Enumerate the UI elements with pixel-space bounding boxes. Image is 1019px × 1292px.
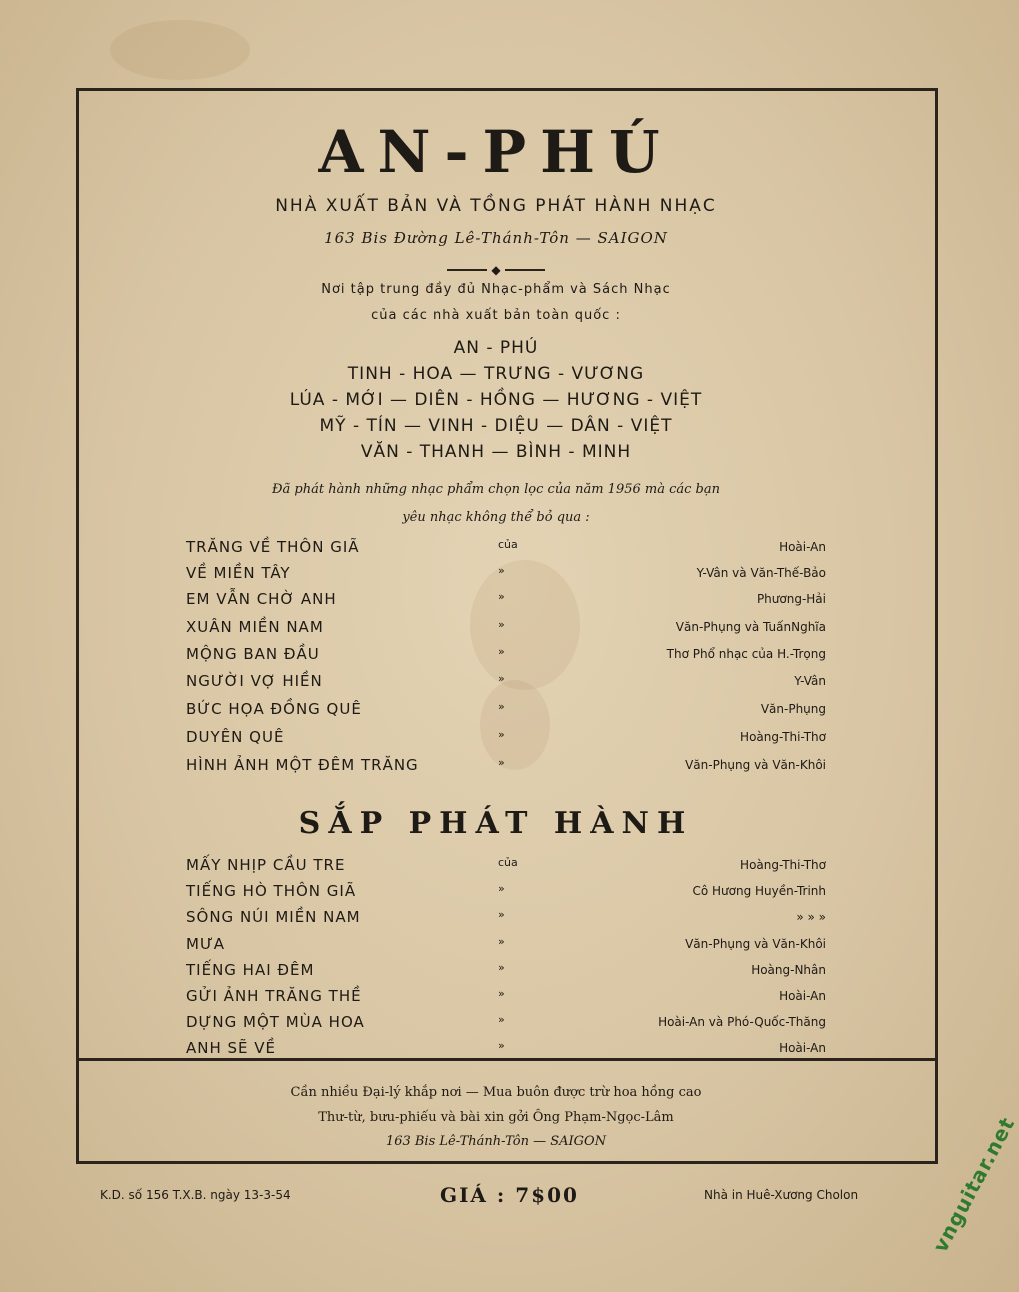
song-row bbox=[186, 564, 826, 588]
price: GIÁ : 7$00 bbox=[440, 1183, 579, 1207]
released-intro-2: yêu nhạc không thể bỏ qua : bbox=[402, 510, 590, 525]
song-of: » bbox=[498, 882, 505, 895]
footer-line-1: Cần nhiều Đại-lý khắp nơi — Mua buôn được trừ hoa hồng cao bbox=[290, 1085, 702, 1100]
intro-line-2: của các nhà xuất bản toàn quốc : bbox=[371, 308, 621, 323]
song-of: » bbox=[498, 645, 505, 658]
song-title: TIẾNG HAI ĐÊM bbox=[186, 961, 315, 979]
license-number: K.D. số 156 T.X.B. ngày 13-3-54 bbox=[100, 1188, 291, 1202]
song-of: của bbox=[498, 856, 518, 869]
publisher-line: AN - PHÚ bbox=[453, 338, 539, 358]
publisher-line: VĂN - THANH — BÌNH - MINH bbox=[360, 442, 632, 462]
upcoming-title: SẮP PHÁT HÀNH bbox=[298, 806, 694, 841]
publisher-line: LÚA - MỚI — DIÊN - HỒNG — HƯƠNG - VIỆT bbox=[289, 390, 703, 410]
publisher-line: MỸ - TÍN — VINH - DIỆU — DÂN - VIỆT bbox=[319, 416, 673, 436]
song-of: » bbox=[498, 756, 505, 769]
song-author: Văn-Phụng bbox=[760, 702, 826, 716]
song-author: » » » bbox=[796, 910, 826, 924]
song-title: GỬI ẢNH TRĂNG THỀ bbox=[186, 987, 362, 1005]
song-title: TRĂNG VỀ THÔN GIÃ bbox=[186, 538, 360, 556]
song-of: » bbox=[498, 728, 505, 741]
song-title: EM VẪN CHỜ ANH bbox=[186, 590, 337, 608]
footer-address: 163 Bis Lê-Thánh-Tôn — SAIGON bbox=[385, 1134, 607, 1149]
song-row bbox=[186, 538, 826, 562]
song-author: Cô Hương Huyền-Trinh bbox=[692, 884, 826, 898]
song-title: MƯA bbox=[186, 935, 226, 953]
song-of: » bbox=[498, 590, 505, 603]
song-row bbox=[186, 1013, 826, 1037]
song-of: của bbox=[498, 538, 518, 551]
watermark: vnguitar.net bbox=[928, 1112, 1019, 1257]
song-title: SÔNG NÚI MIỀN NAM bbox=[186, 908, 361, 926]
song-author: Văn-Phụng và Văn-Khôi bbox=[685, 937, 826, 951]
publisher-title: AN-PHÚ bbox=[318, 118, 674, 186]
song-row bbox=[186, 856, 826, 880]
publisher-address: 163 Bis Đường Lê-Thánh-Tôn — SAIGON bbox=[324, 229, 668, 247]
song-row bbox=[186, 645, 826, 669]
song-title: MỘNG BAN ĐẦU bbox=[186, 645, 320, 663]
song-author: Hoàng-Thi-Thơ bbox=[740, 730, 826, 744]
song-row bbox=[186, 961, 826, 985]
song-row bbox=[186, 728, 826, 752]
song-title: TIẾNG HÒ THÔN GIÃ bbox=[186, 882, 357, 900]
song-row bbox=[186, 700, 826, 724]
song-title: VỀ MIỀN TÂY bbox=[186, 564, 291, 582]
song-row bbox=[186, 618, 826, 642]
song-row bbox=[186, 908, 826, 932]
song-of: » bbox=[498, 935, 505, 948]
song-of: » bbox=[498, 564, 505, 577]
song-row bbox=[186, 987, 826, 1011]
song-author: Hoài-An bbox=[779, 1041, 826, 1055]
song-of: » bbox=[498, 672, 505, 685]
song-row bbox=[186, 590, 826, 614]
song-author: Hoài-An bbox=[779, 540, 826, 554]
song-author: Y-Vân và Văn-Thế-Bảo bbox=[696, 566, 826, 580]
song-of: » bbox=[498, 1039, 505, 1052]
publisher-line: TINH - HOA — TRƯNG - VƯƠNG bbox=[347, 364, 645, 384]
song-title: ANH SẼ VỀ bbox=[186, 1039, 277, 1057]
song-author: Hoài-An và Phó-Quốc-Thăng bbox=[658, 1015, 826, 1029]
song-author: Phương-Hải bbox=[756, 592, 826, 606]
song-author: Thơ Phổ nhạc của H.-Trọng bbox=[666, 647, 826, 661]
song-row bbox=[186, 882, 826, 906]
footer-line-2: Thư-từ, bưu-phiếu và bài xin gởi Ông Phạm-Ngọc-Lâm bbox=[318, 1110, 674, 1125]
song-title: DỰNG MỘT MÙA HOA bbox=[186, 1013, 365, 1031]
song-row bbox=[186, 672, 826, 696]
ornament-divider: ◆ bbox=[0, 262, 992, 278]
song-author: Văn-Phụng và Văn-Khôi bbox=[685, 758, 826, 772]
song-author: Hoàng-Thi-Thơ bbox=[740, 858, 826, 872]
song-of: » bbox=[498, 618, 505, 631]
song-of: » bbox=[498, 987, 505, 1000]
printer-name: Nhà in Huê-Xương Cholon bbox=[704, 1188, 859, 1202]
song-title: MẤY NHỊP CẦU TRE bbox=[186, 856, 346, 874]
intro-line-1: Nơi tập trung đầy đủ Nhạc-phẩm và Sách Nhạc bbox=[321, 282, 671, 297]
song-title: NGƯỜI VỢ HIỀN bbox=[186, 672, 323, 690]
song-row bbox=[186, 756, 826, 780]
released-intro-1: Đã phát hành những nhạc phẩm chọn lọc của năm 1956 mà các bạn bbox=[272, 482, 720, 497]
song-row bbox=[186, 935, 826, 959]
song-of: » bbox=[498, 908, 505, 921]
song-author: Hoàng-Nhân bbox=[751, 963, 826, 977]
publisher-subtitle: NHÀ XUẤT BẢN VÀ TỒNG PHÁT HÀNH NHẠC bbox=[275, 196, 717, 216]
song-of: » bbox=[498, 1013, 505, 1026]
song-author: Văn-Phụng và TuấnNghĩa bbox=[675, 620, 826, 634]
song-title: XUÂN MIỀN NAM bbox=[186, 618, 324, 636]
song-title: HÌNH ẢNH MỘT ĐÊM TRĂNG bbox=[186, 756, 419, 774]
song-title: DUYÊN QUÊ bbox=[186, 728, 285, 746]
song-title: BỨC HỌA ĐỒNG QUÊ bbox=[186, 700, 362, 718]
song-author: Hoài-An bbox=[779, 989, 826, 1003]
song-author: Y-Vân bbox=[794, 674, 826, 688]
song-of: » bbox=[498, 961, 505, 974]
song-row bbox=[186, 1039, 826, 1063]
song-of: » bbox=[498, 700, 505, 713]
